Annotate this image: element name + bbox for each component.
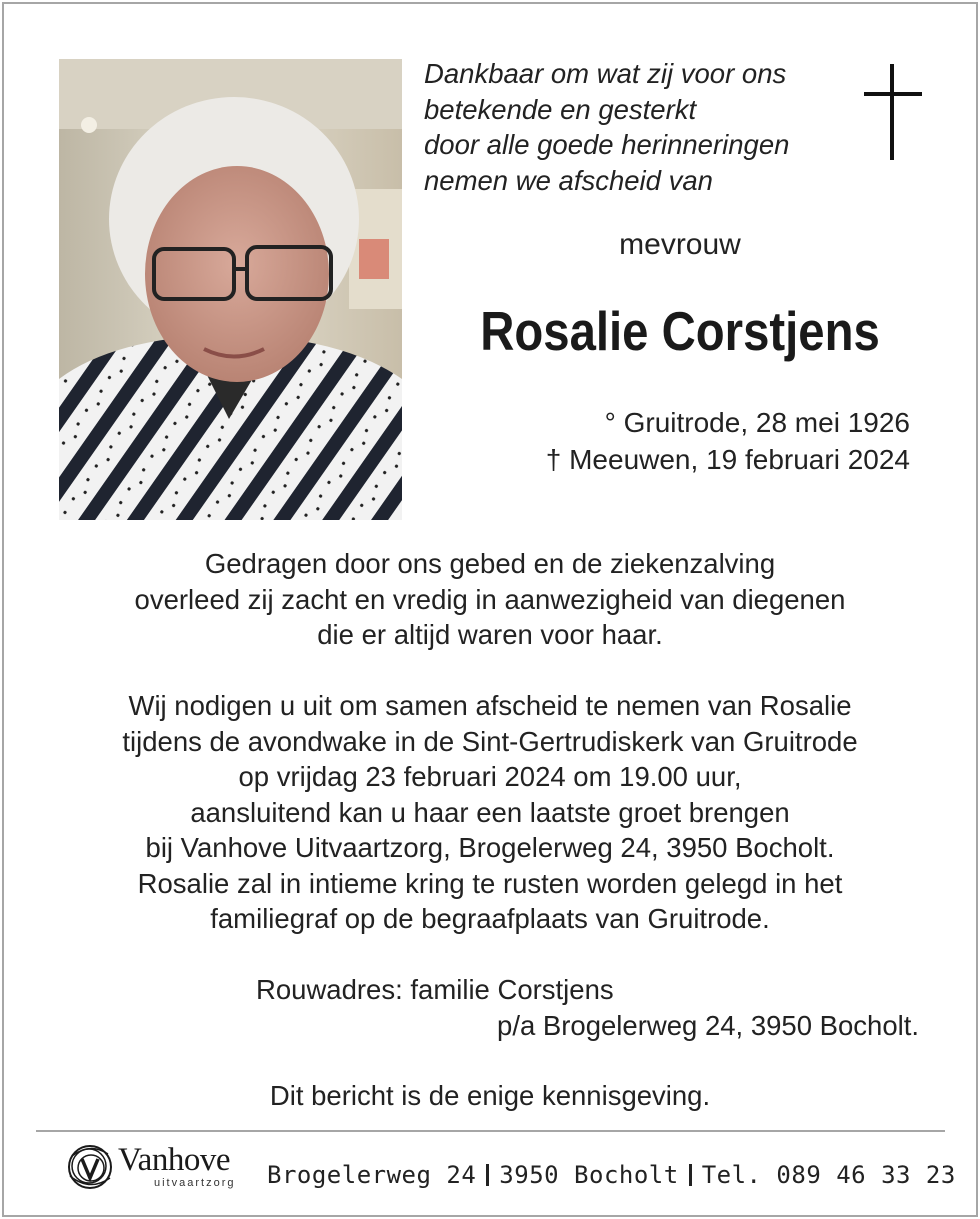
paragraph-line: Wij nodigen u uit om samen afscheid te nemen van Rosalie	[128, 690, 852, 721]
mourning-address-line1: Rouwadres: familie Corstjens	[256, 974, 614, 1005]
paragraph-invitation	[40, 688, 940, 937]
paragraph-line: bij Vanhove Uitvaartzorg, Brogelerweg 24, 3950 Bocholt.	[145, 832, 835, 863]
paragraph-line: Rosalie zal in intieme kring te rusten worden gelegd in het	[137, 867, 843, 899]
brand-name: Vanhove	[118, 1142, 230, 1178]
paragraph-line: die er altijd waren voor haar.	[317, 619, 663, 650]
intro-verse	[424, 56, 864, 198]
paragraph-passing	[40, 546, 940, 653]
vanhove-logo	[64, 1140, 254, 1196]
separator	[486, 1164, 489, 1186]
intro-line: betekende en gesterkt	[424, 93, 697, 125]
separator	[689, 1164, 692, 1186]
intro-line: Dankbaar om wat zij voor ons	[424, 58, 787, 89]
paragraph-line: familiegraf op de begraafplaats van Gruitrode.	[210, 903, 770, 934]
intro-line: door alle goede herinneringen	[424, 129, 790, 160]
mourning-address-line2: p/a Brogelerweg 24, 3950 Bocholt.	[497, 1010, 919, 1041]
footer-phone: Tel. 089 46 33 23	[701, 1161, 956, 1189]
life-dates	[440, 404, 910, 478]
footer-address: Brogelerweg 24	[267, 1161, 477, 1189]
footer-divider	[36, 1130, 945, 1132]
paragraph-line: Gedragen door ons gebed en de ziekenzalving	[204, 548, 776, 579]
footer	[62, 1140, 956, 1200]
paragraph-line: aansluitend kan u haar een laatste groet brengen	[190, 796, 790, 828]
brand-subtitle: uitvaartzorg	[154, 1177, 236, 1189]
birth-date: ° Gruitrode, 28 mei 1926	[604, 407, 910, 438]
paragraph-line: overleed zij zacht en vredig in aanwezigheid van diegenen	[134, 583, 846, 615]
latin-cross-icon	[864, 64, 922, 160]
intro-line: nemen we afscheid van	[424, 164, 713, 196]
honorific: mevrouw	[619, 228, 741, 261]
paragraph-line: tijdens de avondwake in de Sint-Gertrudiskerk van Gruitrode	[122, 725, 858, 757]
mourning-address	[0, 972, 980, 1052]
contact-line	[267, 1160, 956, 1190]
paragraph-line: op vrijdag 23 februari 2024 om 19.00 uur,	[238, 761, 742, 792]
vanhove-logo-icon	[64, 1142, 116, 1192]
portrait-photo	[59, 59, 402, 520]
notice-text: Dit bericht is de enige kennisgeving.	[269, 1080, 711, 1111]
death-date: † Meeuwen, 19 februari 2024	[545, 444, 910, 475]
footer-city: 3950 Bocholt	[499, 1161, 679, 1189]
deceased-name: Rosalie Corstjens	[480, 300, 880, 362]
